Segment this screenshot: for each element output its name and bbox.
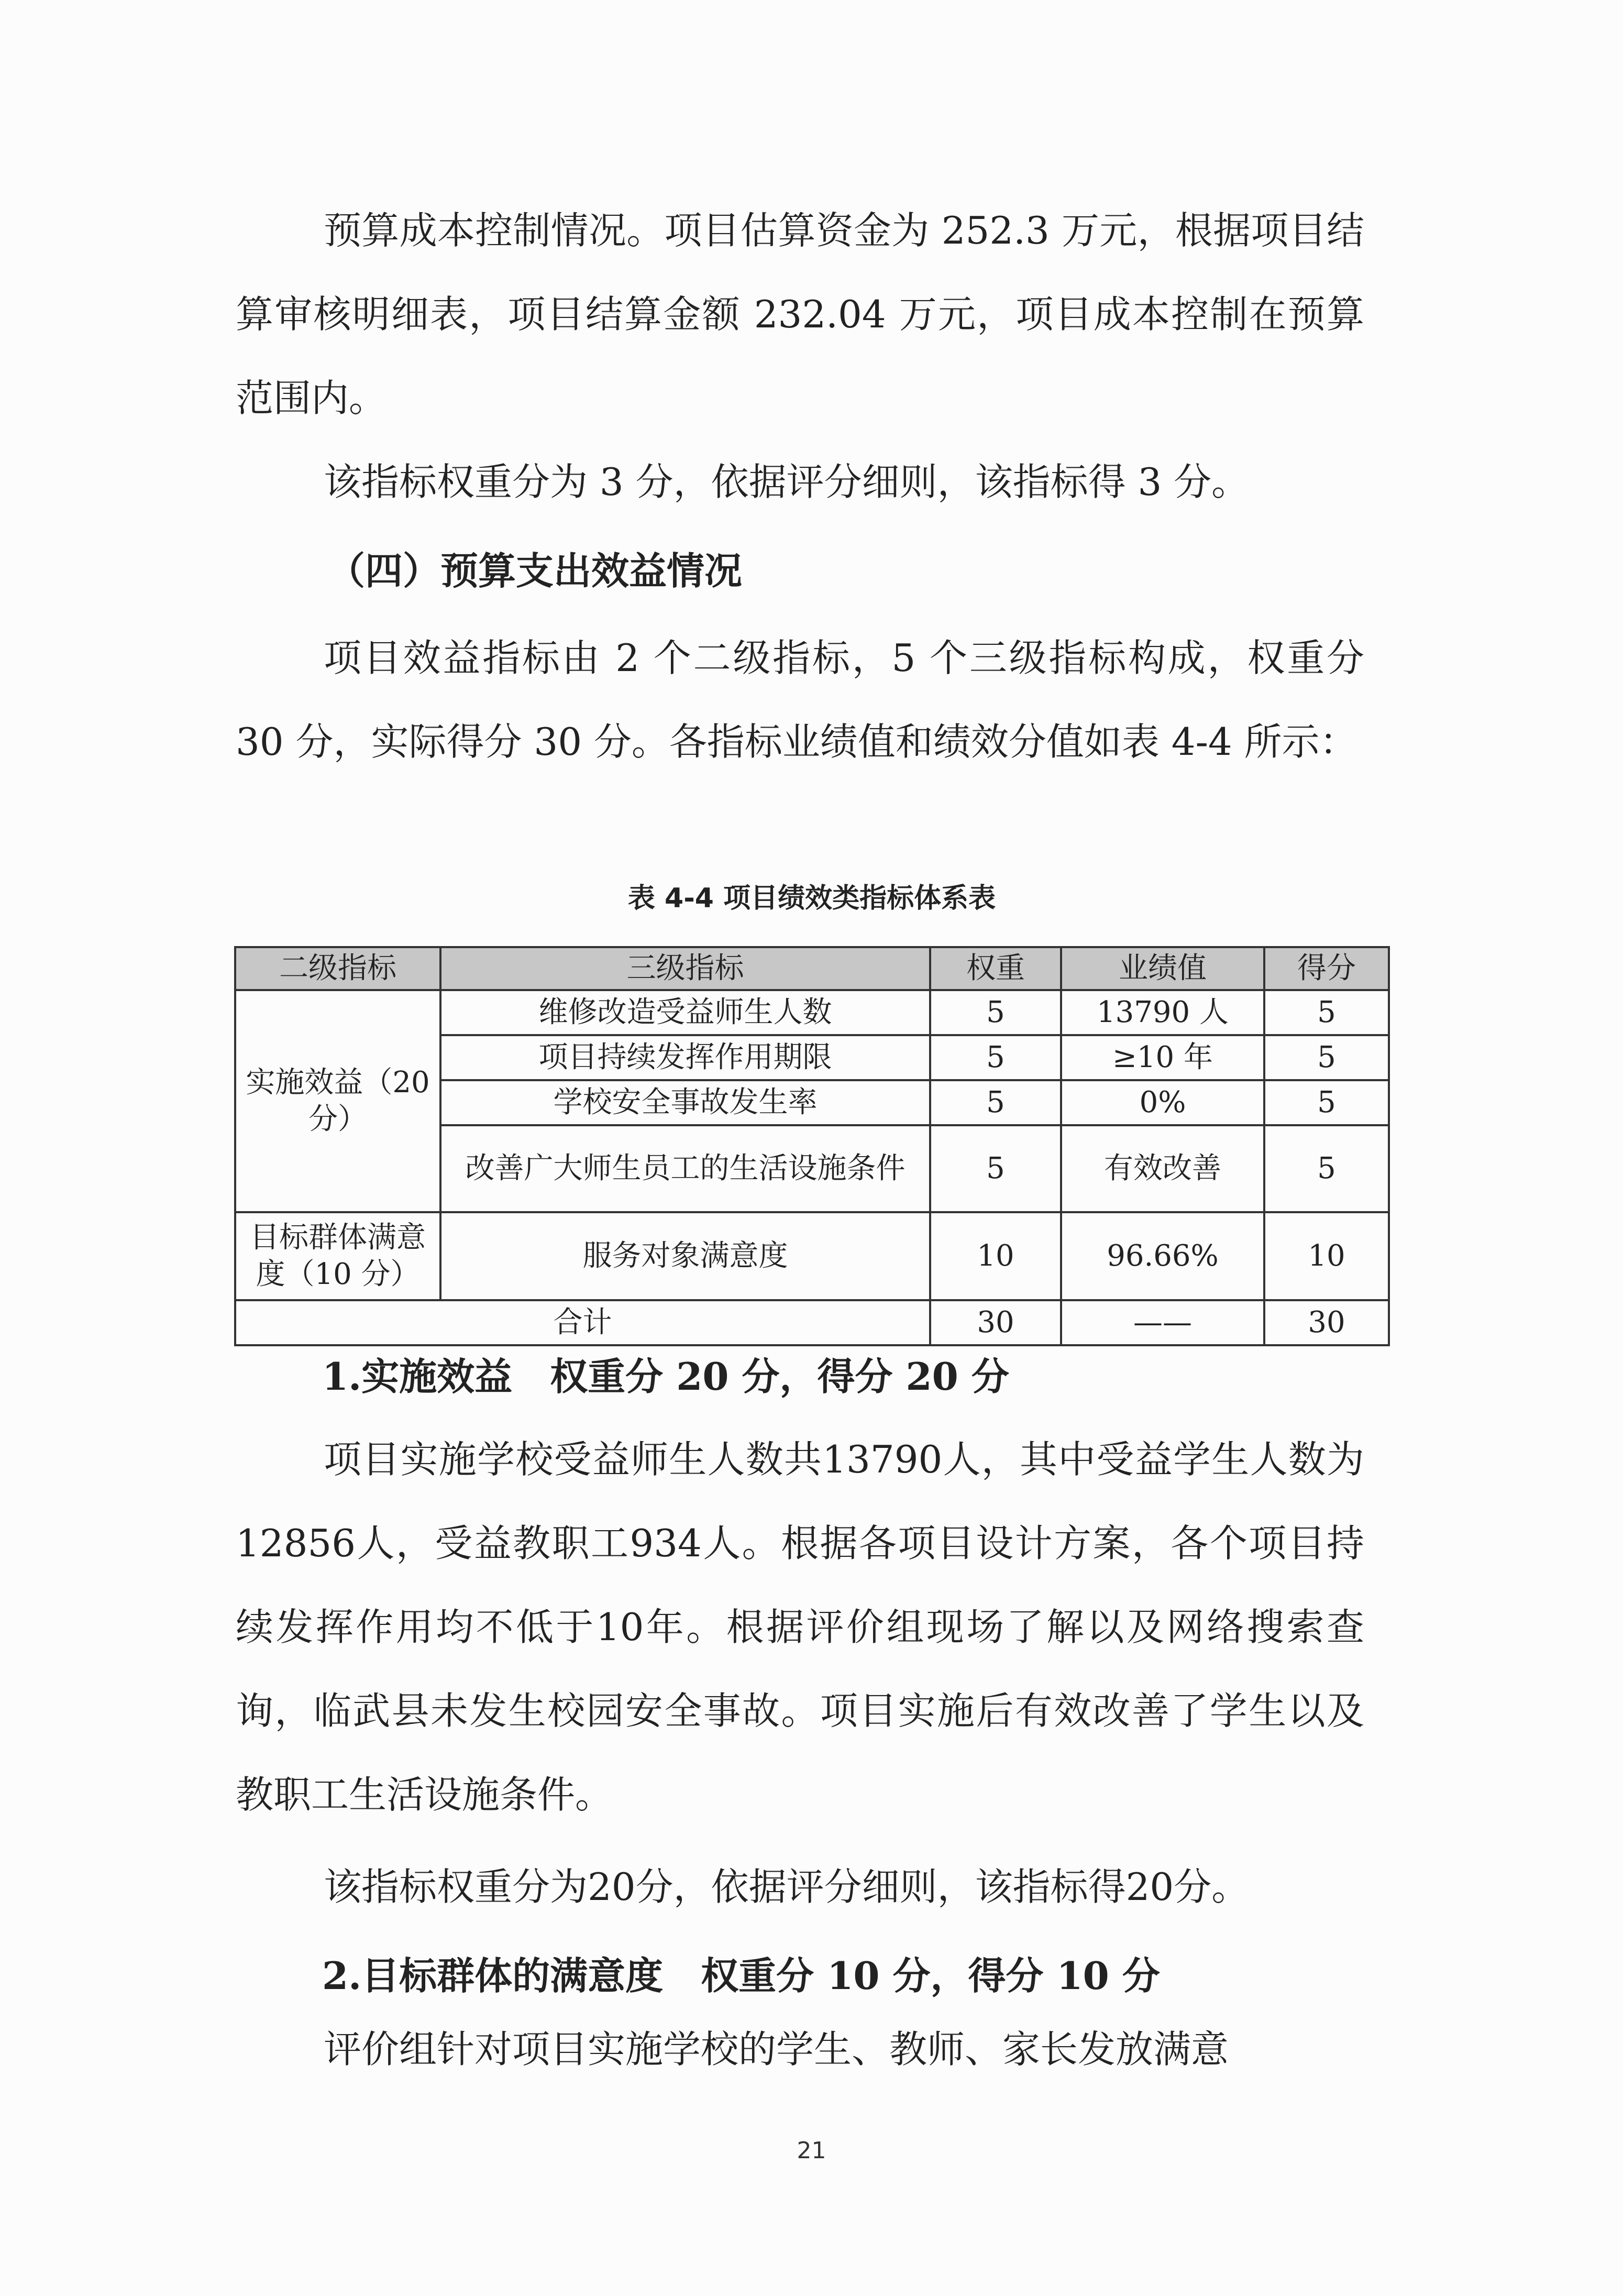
table-caption: 表 4-4 项目绩效类指标体系表 [627, 883, 996, 914]
header-level2: 二级指标 [235, 947, 440, 990]
section-heading: （四）预算支出效益情况 [327, 548, 743, 593]
kpi-table [234, 946, 1390, 1346]
value-cell: ≥10 年 [1061, 1035, 1264, 1080]
header-weight: 权重 [930, 947, 1061, 990]
paragraph-implementation-detail: 项目实施学校受益师生人数共13790人，其中受益学生人数为12856人，受益教职工934人。根据各项目设计方案，各个项目持续发挥作用均不低于10年。根据评价组现场了解以及网络搜索查询，临武县未发生校园安全事故。项目实施后有效改善了学生以及教职工生活设施条件。 [236, 1437, 1364, 1817]
subheading-implementation-benefit: 1.实施效益 权重分 20 分，得分 20 分 [322, 1354, 1009, 1399]
weight-cell: 5 [930, 1080, 1061, 1125]
score-cell: 5 [1264, 1125, 1389, 1212]
header-value: 业绩值 [1061, 947, 1264, 990]
weight-cell: 5 [930, 1125, 1061, 1212]
weight-cell: 5 [930, 1035, 1061, 1080]
page-number: 21 [797, 2137, 826, 2164]
paragraph-implementation-score: 该指标权重分为20分，依据评分细则，该指标得20分。 [324, 1865, 1250, 1909]
group-implementation-benefit: 实施效益（20 分） [235, 990, 440, 1212]
weight-cell: 10 [930, 1212, 1061, 1300]
table-row [235, 990, 1389, 1035]
weight-cell: 5 [930, 990, 1061, 1035]
total-label: 合计 [235, 1300, 930, 1345]
value-cell: 96.66% [1061, 1212, 1264, 1300]
level3-cell: 服务对象满意度 [440, 1212, 930, 1300]
value-cell: 13790 人 [1061, 990, 1264, 1035]
paragraph-satisfaction-detail: 评价组针对项目实施学校的学生、教师、家长发放满意 [324, 2027, 1229, 2071]
table-header-row [235, 947, 1389, 990]
group-satisfaction: 目标群体满意度（10 分） [235, 1212, 440, 1300]
header-score: 得分 [1264, 947, 1389, 990]
table-row [235, 1212, 1389, 1300]
value-cell: 有效改善 [1061, 1125, 1264, 1212]
score-cell: 10 [1264, 1212, 1389, 1300]
paragraph-budget-cost: 预算成本控制情况。项目估算资金为 252.3 万元，根据项目结算审核明细表，项目结算金额 232.04 万元，项目成本控制在预算范围内。 [236, 208, 1364, 420]
total-value: —— [1061, 1300, 1264, 1345]
subheading-satisfaction: 2.目标群体的满意度 权重分 10 分，得分 10 分 [322, 1953, 1160, 1998]
total-score: 30 [1264, 1300, 1389, 1345]
level3-cell: 维修改造受益师生人数 [440, 990, 930, 1035]
score-cell: 5 [1264, 990, 1389, 1035]
value-cell: 0% [1061, 1080, 1264, 1125]
table-total-row [235, 1300, 1389, 1345]
total-weight: 30 [930, 1300, 1061, 1345]
level3-cell: 改善广大师生员工的生活设施条件 [440, 1125, 930, 1212]
header-level3: 三级指标 [440, 947, 930, 990]
paragraph-benefit-intro: 项目效益指标由 2 个二级指标，5 个三级指标构成，权重分 30 分，实际得分 30 分。各指标业绩值和绩效分值如表 4-4 所示： [236, 636, 1364, 764]
score-cell: 5 [1264, 1080, 1389, 1125]
level3-cell: 项目持续发挥作用期限 [440, 1035, 930, 1080]
score-cell: 5 [1264, 1035, 1389, 1080]
paragraph-budget-score: 该指标权重分为 3 分，依据评分细则，该指标得 3 分。 [324, 460, 1250, 504]
level3-cell: 学校安全事故发生率 [440, 1080, 930, 1125]
